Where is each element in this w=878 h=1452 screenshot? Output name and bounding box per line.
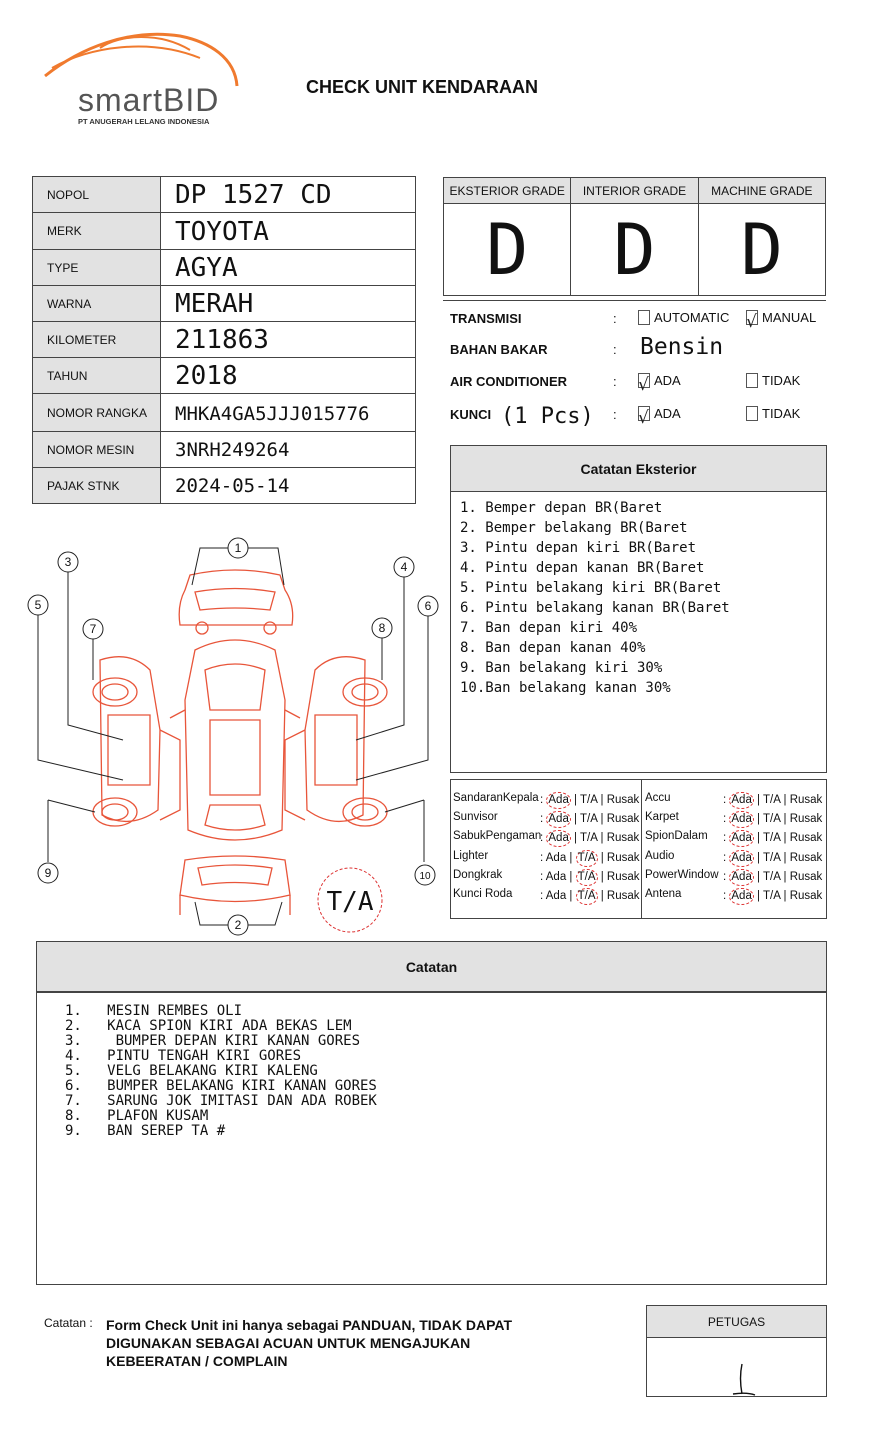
accessory-option[interactable]: Ada (729, 850, 753, 867)
accessory-options[interactable] (540, 850, 640, 867)
accessory-option[interactable]: T/A (580, 813, 598, 825)
accessory-name: Dongkrak (453, 869, 503, 881)
accessory-name: Kunci Roda (453, 888, 513, 900)
colon: : (613, 311, 617, 326)
checkbox-kunci-ada[interactable] (638, 406, 650, 428)
separator: | (597, 832, 607, 844)
grade-table (443, 177, 826, 296)
marker-leaders (38, 548, 428, 925)
accessory-row-right (645, 830, 708, 842)
colon: : (613, 342, 617, 357)
grade-exterior (444, 178, 571, 295)
marker-number: 2 (234, 918, 242, 932)
accessory-row-left (453, 869, 502, 881)
list-item: 6. Pintu belakang kanan BR(Baret (460, 600, 730, 616)
colon: : (613, 407, 617, 422)
accessory-options[interactable] (723, 830, 822, 847)
separator: | (597, 852, 607, 864)
grade-label: EKSTERIOR GRADE (444, 178, 570, 204)
separator: | (570, 813, 581, 825)
info-label: MERK (33, 213, 161, 249)
accessory-options[interactable] (723, 869, 822, 886)
accessory-option[interactable]: Rusak (789, 852, 823, 864)
transmisi-manual-option[interactable] (746, 310, 817, 332)
accessory-option[interactable]: T/A (580, 832, 598, 844)
kunci-count: (1 Pcs) (501, 404, 594, 429)
accessory-row-right (645, 811, 679, 823)
list-item: 1. Bemper depan BR(Baret (460, 500, 663, 516)
accessory-options[interactable] (540, 888, 640, 905)
colon: : (723, 871, 730, 883)
petugas-label: PETUGAS (647, 1306, 826, 1338)
list-item: 9. Ban belakang kiri 30% (460, 660, 663, 676)
ac-ada-option[interactable] (638, 373, 681, 395)
separator: | (597, 813, 607, 825)
separator: | (597, 794, 607, 806)
accessory-options[interactable] (540, 811, 639, 828)
accessory-name: Lighter (453, 850, 489, 862)
list-item: 4. PINTU TENGAH KIRI GORES (65, 1048, 302, 1064)
info-row-tahun (33, 358, 415, 394)
info-row-nomor-mesin (33, 432, 415, 468)
damage-markers (28, 538, 438, 935)
accessory-option[interactable]: T/A (763, 890, 781, 902)
footer-label: Catatan : (44, 1316, 93, 1330)
info-value: TOYOTA (175, 217, 269, 247)
accessory-option[interactable]: Rusak (606, 794, 640, 806)
accessory-row-right (645, 850, 674, 862)
colon: : (723, 794, 730, 806)
accessory-option[interactable]: Rusak (789, 813, 823, 825)
signature (647, 1338, 826, 1396)
info-value: MHKA4GA5JJJ015776 (175, 403, 370, 425)
bahan-bakar-label: BAHAN BAKAR (450, 342, 548, 357)
accessory-option[interactable]: T/A (576, 888, 598, 905)
list-item: 2. Bemper belakang BR(Baret (460, 520, 688, 536)
notes-title: Catatan (37, 942, 826, 993)
accessory-option[interactable]: Ada (729, 792, 753, 809)
accessory-options[interactable] (540, 869, 640, 886)
separator: | (780, 871, 790, 883)
list-item: 2. KACA SPION KIRI ADA BEKAS LEM (65, 1018, 352, 1034)
colon: : (540, 890, 546, 902)
accessory-option[interactable]: Ada (546, 792, 570, 809)
info-row-nomor-rangka (33, 394, 415, 432)
list-item: 4. Pintu depan kanan BR(Baret (460, 560, 705, 576)
accessory-option[interactable]: Rusak (606, 890, 640, 902)
colon: : (540, 852, 546, 864)
colon: : (613, 374, 617, 389)
list-item: 8. Ban depan kanan 40% (460, 640, 646, 656)
accessory-option[interactable]: Ada (729, 830, 753, 847)
kunci-ada-option[interactable] (638, 406, 681, 428)
separator: | (780, 832, 790, 844)
accessory-option[interactable]: Ada (545, 852, 567, 864)
checkbox-automatic[interactable] (638, 310, 650, 325)
grade-divider (443, 300, 826, 301)
info-label: PAJAK STNK (33, 468, 161, 503)
accessory-option[interactable]: Rusak (606, 871, 640, 883)
separator: | (753, 832, 764, 844)
info-label: WARNA (33, 286, 161, 321)
colon: : (540, 832, 547, 844)
info-row-warna (33, 286, 415, 322)
footer-disclaimer: Form Check Unit ini hanya sebagai PANDUAN, TIDAK DAPAT DIGUNAKAN SEBAGAI ACUAN UNTUK MENGAJUKAN KEBEERATAN / COMPLAIN (106, 1317, 513, 1369)
colon: : (540, 813, 547, 825)
marker-number: 10 (419, 871, 431, 882)
accessory-name: Karpet (645, 811, 679, 823)
option-label: MANUAL (762, 310, 817, 325)
info-row-type (33, 250, 415, 286)
accessory-option[interactable]: Ada (729, 811, 753, 828)
info-label: TYPE (33, 250, 161, 285)
accessory-option[interactable]: Ada (545, 871, 567, 883)
accessory-option[interactable]: Rusak (789, 890, 823, 902)
list-item: 6. BUMPER BELAKANG KIRI KANAN GORES (65, 1078, 377, 1094)
notes-list (37, 993, 826, 1139)
separator: | (753, 890, 764, 902)
separator: | (566, 852, 576, 864)
grade-machine (699, 178, 825, 295)
accessory-option[interactable]: T/A (763, 852, 781, 864)
separator: | (780, 813, 790, 825)
logo-company: PT ANUGERAH LELANG INDONESIA (78, 117, 210, 126)
accessory-option[interactable]: Ada (729, 888, 753, 905)
info-label: NOMOR MESIN (33, 432, 161, 467)
marker-number: 4 (400, 560, 408, 574)
separator: | (566, 890, 576, 902)
accessories-divider (641, 779, 642, 919)
accessory-row-left (453, 850, 488, 862)
kunci-tidak-option[interactable] (746, 406, 800, 421)
colon: : (540, 871, 546, 883)
ac-label: AIR CONDITIONER (450, 374, 567, 389)
exterior-notes-title: Catatan Eksterior (451, 446, 826, 492)
accessory-row-left (453, 811, 498, 823)
separator: | (780, 852, 790, 864)
check-mark: √ (746, 312, 757, 332)
marker-number: 5 (34, 598, 42, 612)
list-item: 9. BAN SEREP TA # (65, 1123, 226, 1139)
accessory-option[interactable]: T/A (763, 832, 781, 844)
separator: | (570, 832, 581, 844)
marker-number: 1 (234, 541, 242, 555)
accessory-row-left (453, 792, 539, 804)
accessory-options[interactable] (723, 811, 822, 828)
accessory-option[interactable]: Rusak (606, 852, 640, 864)
kunci-label: KUNCI (450, 407, 492, 422)
ta-stamp-text: T/A (326, 887, 374, 917)
accessory-options[interactable] (723, 850, 822, 867)
colon: : (540, 794, 547, 806)
separator: | (597, 890, 607, 902)
accessory-name: Audio (645, 850, 675, 862)
info-value: 211863 (175, 325, 269, 355)
accessory-option[interactable]: T/A (576, 869, 598, 886)
accessory-option[interactable]: Ada (546, 830, 570, 847)
ac-tidak-option[interactable] (746, 373, 800, 388)
accessory-name: SabukPengaman (453, 830, 542, 842)
list-item: 1. MESIN REMBES OLI (65, 1003, 243, 1019)
separator: | (566, 871, 576, 883)
separator: | (597, 871, 607, 883)
page-title: CHECK UNIT KENDARAAN (306, 77, 538, 97)
marker-number: 8 (378, 621, 386, 635)
check-mark: √ (638, 408, 649, 428)
colon: : (723, 890, 730, 902)
marker-number: 6 (424, 599, 432, 613)
colon: : (723, 852, 730, 864)
separator: | (753, 813, 764, 825)
info-row-nopol (33, 177, 415, 213)
accessory-row-right (645, 888, 681, 900)
accessory-row-right (645, 869, 719, 881)
accessory-option[interactable]: T/A (763, 871, 781, 883)
accessory-row-left (453, 830, 541, 842)
accessory-option[interactable]: Ada (729, 869, 753, 886)
accessory-name: Antena (645, 888, 682, 900)
marker-number: 7 (89, 622, 97, 636)
grade-label: INTERIOR GRADE (571, 178, 697, 204)
list-item: 5. Pintu belakang kiri BR(Baret (460, 580, 722, 596)
info-row-pajak-stnk (33, 468, 415, 503)
checkbox-ac-tidak[interactable] (746, 373, 758, 388)
info-row-merk (33, 213, 415, 250)
notes-panel (36, 941, 827, 1285)
exterior-notes-list (451, 492, 826, 698)
separator: | (753, 794, 764, 806)
bahan-bakar-value: Bensin (640, 334, 724, 360)
separator: | (570, 794, 581, 806)
grade-value: D (740, 208, 783, 291)
option-label: AUTOMATIC (654, 310, 730, 325)
checkbox-manual[interactable] (746, 310, 758, 332)
separator: | (753, 852, 764, 864)
exterior-notes-panel (450, 445, 827, 773)
accessory-option[interactable]: Rusak (606, 813, 640, 825)
transmisi-label: TRANSMISI (450, 311, 522, 326)
grade-value: D (486, 208, 529, 291)
info-value: AGYA (175, 253, 238, 283)
separator: | (780, 890, 790, 902)
list-item: 8. PLAFON KUSAM (65, 1108, 209, 1124)
logo-brand: smartBID (78, 82, 220, 118)
accessory-row-right (645, 792, 671, 804)
colon: : (723, 832, 730, 844)
accessory-option[interactable]: Rusak (789, 871, 823, 883)
accessory-option[interactable]: T/A (580, 794, 598, 806)
marker-number: 3 (64, 555, 72, 569)
info-value: DP 1527 CD (175, 180, 332, 210)
accessory-option[interactable]: T/A (576, 850, 598, 867)
separator: | (753, 871, 764, 883)
accessory-name: SandaranKepala (453, 792, 539, 804)
list-item: 7. SARUNG JOK IMITASI DAN ADA ROBEK (65, 1093, 377, 1109)
info-row-kilometer (33, 322, 415, 358)
accessory-name: SpionDalam (645, 830, 708, 842)
accessory-option[interactable]: Rusak (606, 832, 640, 844)
info-value: 2018 (175, 361, 238, 391)
car-outline (93, 570, 387, 915)
petugas-box (646, 1305, 827, 1397)
accessory-option[interactable]: T/A (763, 794, 781, 806)
list-item: 3. BUMPER DEPAN KIRI KANAN GORES (65, 1033, 361, 1049)
accessory-options[interactable] (723, 792, 822, 809)
info-value: 2024-05-14 (175, 475, 290, 497)
check-mark: √ (638, 375, 649, 395)
list-item: 3. Pintu depan kiri BR(Baret (460, 540, 697, 556)
accessory-name: Sunvisor (453, 811, 498, 823)
accessory-options[interactable] (723, 888, 822, 905)
accessory-option[interactable]: T/A (763, 813, 781, 825)
accessory-option[interactable]: Rusak (789, 832, 823, 844)
accessory-name: Accu (645, 792, 671, 804)
list-item: 5. VELG BELAKANG KIRI KALENG (65, 1063, 318, 1079)
list-item: 7. Ban depan kiri 40% (460, 620, 638, 636)
accessory-option[interactable]: Ada (546, 811, 570, 828)
vehicle-damage-diagram (20, 530, 445, 938)
info-label: NOPOL (33, 177, 161, 212)
accessory-name: PowerWindow (645, 869, 719, 881)
checkbox-kunci-tidak[interactable] (746, 406, 758, 421)
transmisi-automatic-option[interactable] (638, 310, 729, 325)
separator: | (780, 794, 790, 806)
info-value: MERAH (175, 289, 254, 319)
option-label: ADA (654, 406, 681, 421)
accessory-options[interactable] (540, 830, 639, 847)
info-label: TAHUN (33, 358, 161, 393)
colon: : (723, 813, 730, 825)
info-label: KILOMETER (33, 322, 161, 357)
info-value: 3NRH249264 (175, 439, 290, 461)
list-item: 10.Ban belakang kanan 30% (460, 680, 671, 696)
option-label: TIDAK (762, 406, 801, 421)
accessory-row-left (453, 888, 512, 900)
accessory-options[interactable] (540, 792, 639, 809)
grade-label: MACHINE GRADE (699, 178, 825, 204)
option-label: TIDAK (762, 373, 801, 388)
info-label: NOMOR RANGKA (33, 394, 161, 431)
grade-interior (571, 178, 698, 295)
grade-value: D (613, 208, 656, 291)
accessory-option[interactable]: Ada (545, 890, 567, 902)
option-label: ADA (654, 373, 681, 388)
checkbox-ac-ada[interactable] (638, 373, 650, 395)
vehicle-info-table (32, 176, 416, 504)
accessory-option[interactable]: Rusak (789, 794, 823, 806)
marker-number: 9 (44, 866, 52, 880)
